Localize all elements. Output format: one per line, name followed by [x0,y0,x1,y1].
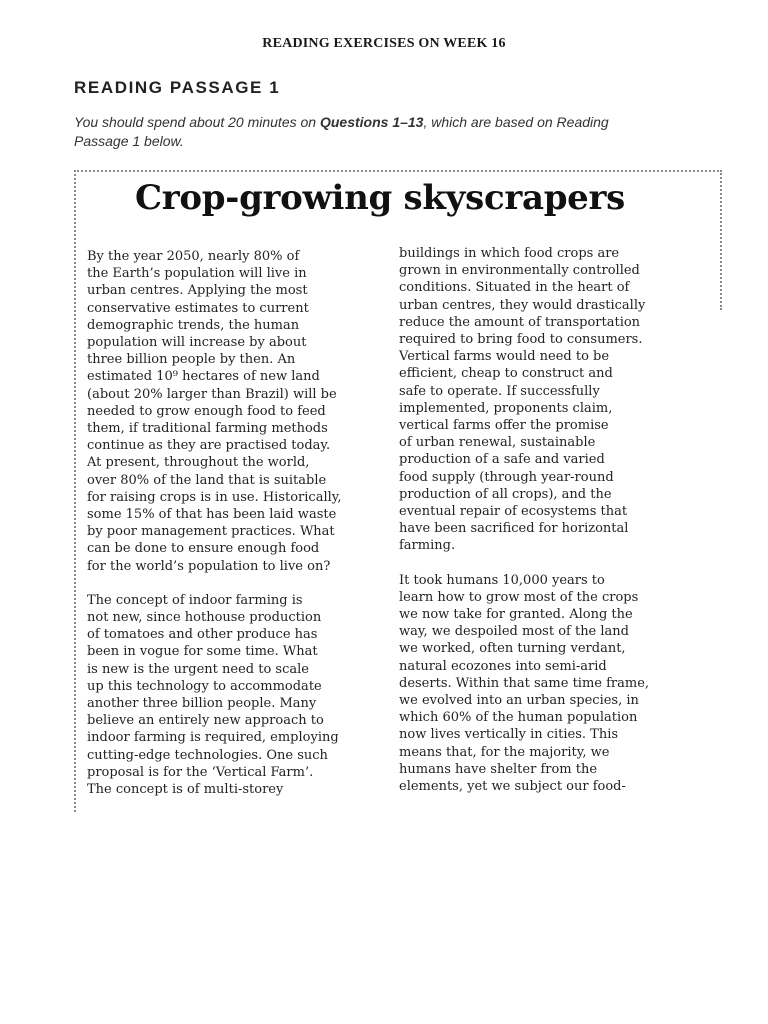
text-line: up this technology to accommodate [87,678,322,694]
text-line: learn how to grow most of the crops [399,589,639,605]
left-paragraph-1 [87,248,377,575]
instruction-pre: You should spend about 20 minutes on [74,114,320,130]
text-line: been in vogue for some time. What [87,644,318,660]
text-line: production of a safe and varied [399,452,605,468]
text-line: At present, throughout the world, [87,455,310,471]
text-line: elements, yet we subject our food- [399,779,626,795]
instruction-line2: Passage 1 below. [74,133,184,149]
text-line: The concept of indoor farming is [87,592,303,608]
text-line: needed to grow enough food to feed [87,403,326,419]
text-line: buildings in which food crops are [399,246,620,261]
text-line: urban centres. Applying the most [87,283,308,299]
instruction-text [74,113,694,151]
text-line: now lives vertically in cities. This [399,727,619,743]
text-line: required to bring food to consumers. [399,332,643,348]
text-line: estimated 10⁹ hectares of new land [87,369,320,385]
instruction-questions: Questions 1–13 [319,114,424,130]
text-line: some 15% of that has been laid waste [87,507,337,523]
page-header: READING EXERCISES ON WEEK 16 [262,36,506,51]
text-line: It took humans 10,000 years to [399,572,605,588]
text-line: means that, for the majority, we [399,744,610,760]
text-line: continue as they are practised today. [87,438,331,454]
text-line: of urban renewal, sustainable [399,435,596,451]
text-line: for raising crops is in use. Historically, [87,489,342,505]
passage-heading: READING PASSAGE 1 [74,78,281,97]
text-line: farming. [399,538,456,554]
text-line: can be done to ensure enough food [87,541,320,557]
text-line: not new, since hothouse production [87,610,322,626]
text-line: population will increase by about [87,335,307,351]
text-line: we evolved into an urban species, in [399,693,639,709]
text-line: we worked, often turning verdant, [399,641,626,657]
text-line: Vertical farms would need to be [399,349,610,365]
text-line: efficient, cheap to construct and [399,366,613,382]
text-line: of tomatoes and other produce has [87,627,318,643]
text-line: grown in environmentally controlled [399,263,640,279]
text-line: for the world’s population to live on? [87,558,331,574]
text-line: cutting-edge technologies. One such [87,747,328,763]
text-line: production of all crops), and the [399,486,612,502]
left-paragraph-2 [87,592,377,798]
text-line: The concept is of multi-storey [87,782,284,798]
text-line: conditions. Situated in the heart of [399,280,630,296]
passage-title: Crop-growing skyscrapers [135,178,625,218]
text-line: indoor farming is required, employing [87,730,339,746]
text-line: have been sacrificed for horizontal [399,521,629,537]
text-line: deserts. Within that same time frame, [399,675,650,691]
text-line: is new is the urgent need to scale [87,661,309,677]
text-line: by poor management practices. What [87,524,335,540]
instruction-post: , which are based on Reading [423,114,609,130]
text-line: three billion people by then. An [87,352,296,368]
text-line: vertical farms offer the promise [399,418,609,434]
text-line: eventual repair of ecosystems that [399,504,628,520]
text-line: implemented, proponents claim, [399,400,613,416]
text-line: (about 20% larger than Brazil) will be [87,386,337,402]
right-paragraph-1 [399,245,691,555]
text-line: over 80% of the land that is suitable [87,472,327,488]
text-line: urban centres, they would drastically [399,297,646,313]
text-line: By the year 2050, nearly 80% of [87,249,300,264]
text-line: the Earth’s population will live in [87,266,307,282]
text-line: conservative estimates to current [87,300,309,316]
text-line: humans have shelter from the [399,761,598,777]
text-line: way, we despoiled most of the land [399,624,629,640]
right-paragraph-2 [399,572,691,796]
left-column [87,248,377,798]
text-line: them, if traditional farming methods [87,421,328,437]
text-line: proposal is for the ‘Vertical Farm’. [87,764,314,780]
text-line: natural ecozones into semi-arid [399,658,607,674]
right-column [399,245,691,795]
text-line: which 60% of the human population [399,710,638,726]
text-line: believe an entirely new approach to [87,713,324,729]
text-line: another three billion people. Many [87,696,317,712]
text-line: we now take for granted. Along the [399,607,633,623]
text-line: demographic trends, the human [87,317,300,333]
text-line: reduce the amount of transportation [399,314,641,330]
text-line: safe to operate. If successfully [399,383,600,399]
text-line: food supply (through year-round [399,469,614,485]
